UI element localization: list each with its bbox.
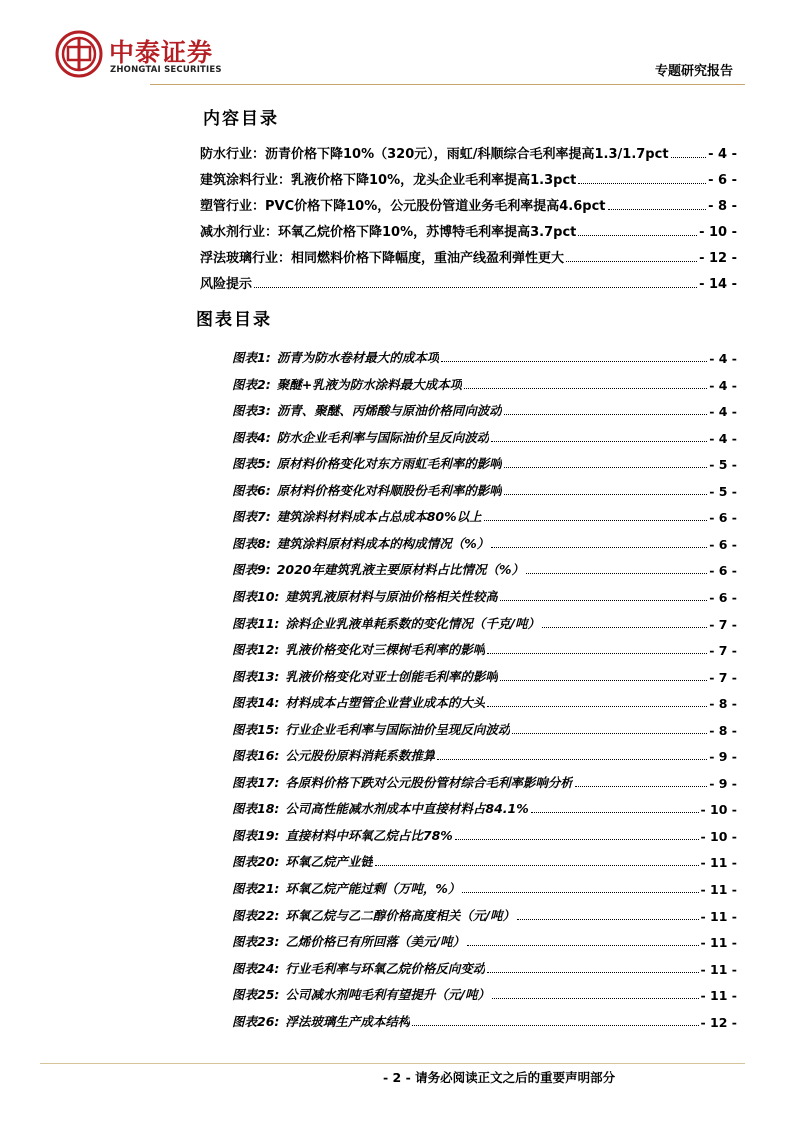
dot-leader	[484, 520, 708, 521]
figure-item-title: 环氧乙烷产业链	[285, 854, 373, 869]
dot-leader	[491, 547, 707, 548]
dot-leader	[512, 733, 707, 734]
header-divider	[150, 84, 745, 85]
toc-item-title: 塑管行业：PVC价格下降10%，公元股份管道业务毛利率提高4.6pct	[200, 199, 606, 214]
figure-item-page: - 11 -	[700, 988, 737, 1003]
figure-item-title: 建筑涂料原材料成本的构成情况（%）	[276, 536, 490, 551]
toc-item[interactable]	[200, 246, 737, 266]
company-logo	[55, 30, 255, 80]
logo-english-name: ZHONGTAI SECURITIES	[110, 65, 222, 75]
figure-item-page: - 4 -	[709, 378, 737, 393]
figure-item-label: 图表8:	[232, 536, 271, 551]
figure-item[interactable]	[232, 850, 737, 870]
dot-leader	[487, 706, 707, 707]
toc-item-page: - 4 -	[708, 147, 737, 162]
figure-item-title: 涂料企业乳液单耗系数的变化情况（千克/吨）	[285, 616, 540, 631]
figure-item-label: 图表1:	[232, 350, 271, 365]
figure-item-label: 图表21:	[232, 881, 280, 896]
dot-leader	[500, 680, 707, 681]
figure-item[interactable]	[232, 585, 737, 605]
figure-item[interactable]	[232, 718, 737, 738]
figure-item-title: 沥青为防水卷材最大的成本项	[276, 350, 440, 365]
dot-leader	[412, 1025, 698, 1026]
figure-item-page: - 4 -	[709, 431, 737, 446]
figure-item-label: 图表25:	[232, 987, 280, 1002]
figure-item-title: 环氧乙烷与乙二醇价格高度相关（元/吨）	[285, 908, 515, 923]
figure-item-title: 沥青、聚醚、丙烯酸与原油价格同向波动	[276, 403, 502, 418]
figure-item-title: 乙烯价格已有所回落（美元/吨）	[285, 934, 465, 949]
dot-leader	[464, 388, 707, 389]
dot-leader	[462, 892, 698, 893]
dot-leader	[437, 759, 707, 760]
figure-item[interactable]	[232, 452, 737, 472]
figure-item[interactable]	[232, 665, 737, 685]
figure-item-label: 图表13:	[232, 669, 280, 684]
logo-chinese-name: 中泰证券	[109, 38, 214, 67]
dot-leader	[467, 945, 699, 946]
figure-item[interactable]	[232, 904, 737, 924]
figure-item[interactable]	[232, 1010, 737, 1030]
figure-item-title: 乳液价格变化对亚士创能毛利率的影响	[285, 669, 498, 684]
figure-item[interactable]	[232, 505, 737, 525]
disclaimer-notice: 请务必阅读正文之后的重要声明部分	[415, 1070, 616, 1085]
figure-item-page: - 11 -	[700, 935, 737, 950]
figure-item-title: 各原料价格下跌对公元股份管材综合毛利率影响分析	[285, 775, 573, 790]
figure-item-label: 图表19:	[232, 828, 280, 843]
figure-item[interactable]	[232, 771, 737, 791]
figure-item-title: 原材料价格变化对科顺股份毛利率的影响	[276, 483, 502, 498]
figure-item-label: 图表7:	[232, 509, 271, 524]
figure-item-page: - 10 -	[700, 829, 737, 844]
figure-item[interactable]	[232, 744, 737, 764]
figures-title: 图表目录	[196, 310, 272, 330]
figure-item[interactable]	[232, 558, 737, 578]
dot-leader	[504, 467, 708, 468]
figure-item-page: - 10 -	[700, 802, 737, 817]
dot-leader	[578, 183, 706, 184]
figure-item-page: - 4 -	[709, 404, 737, 419]
page-footer	[383, 1068, 615, 1086]
figure-item-title: 建筑涂料材料成本占总成本80%以上	[276, 509, 482, 524]
zhongtai-logo-icon	[55, 30, 103, 78]
figure-item-page: - 5 -	[709, 484, 737, 499]
dot-leader	[455, 839, 699, 840]
figure-item-title: 公司高性能减水剂成本中直接材料占84.1%	[285, 801, 529, 816]
dot-leader	[542, 627, 707, 628]
page-number: - 2 -	[383, 1070, 411, 1085]
figure-item-title: 材料成本占塑管企业营业成本的大头	[285, 695, 486, 710]
dot-leader	[671, 157, 707, 158]
dot-leader	[517, 919, 699, 920]
figure-item-label: 图表5:	[232, 456, 271, 471]
figure-item[interactable]	[232, 797, 737, 817]
toc-title: 内容目录	[203, 109, 279, 129]
figure-item-label: 图表16:	[232, 748, 280, 763]
figure-item-label: 图表11:	[232, 616, 280, 631]
figure-item-page: - 7 -	[709, 617, 737, 632]
toc-item-page: - 10 -	[699, 225, 737, 240]
figure-item[interactable]	[232, 532, 737, 552]
figure-item-title: 公元股份原料消耗系数推算	[285, 748, 436, 763]
figure-item-label: 图表10:	[232, 589, 280, 604]
figure-item-label: 图表18:	[232, 801, 280, 816]
toc-item[interactable]	[200, 194, 737, 214]
figure-item-label: 图表20:	[232, 854, 280, 869]
figure-item-label: 图表2:	[232, 377, 271, 392]
toc-item-title: 防水行业：沥青价格下降10%（320元），雨虹/科顺综合毛利率提高1.3/1.7pct	[200, 147, 669, 162]
figure-item-title: 环氧乙烷产能过剩（万吨，%）	[285, 881, 461, 896]
figure-item-title: 2020年建筑乳液主要原材料占比情况（%）	[276, 562, 525, 577]
figure-item-title: 直接材料中环氧乙烷占比78%	[285, 828, 453, 843]
toc-item-title: 风险提示	[200, 277, 253, 292]
figure-item-label: 图表4:	[232, 430, 271, 445]
figure-item-page: - 9 -	[709, 749, 737, 764]
dot-leader	[500, 600, 707, 601]
figure-item[interactable]	[232, 612, 737, 632]
dot-leader	[575, 786, 707, 787]
figure-item[interactable]	[232, 373, 737, 393]
dot-leader	[578, 235, 697, 236]
figure-item-page: - 7 -	[709, 670, 737, 685]
dot-leader	[487, 653, 707, 654]
figure-item-label: 图表6:	[232, 483, 271, 498]
dot-leader	[504, 414, 708, 415]
figure-item-label: 图表3:	[232, 403, 271, 418]
figure-item-page: - 9 -	[709, 776, 737, 791]
figure-item[interactable]	[232, 426, 737, 446]
figure-item[interactable]	[232, 399, 737, 419]
figure-item-page: - 11 -	[700, 882, 737, 897]
toc-item[interactable]	[200, 142, 737, 162]
figure-item-label: 图表26:	[232, 1014, 280, 1029]
toc-item[interactable]	[200, 272, 737, 292]
dot-leader	[487, 972, 698, 973]
toc-item-title: 浮法玻璃行业：相同燃料价格下降幅度，重油产线盈利弹性更大	[200, 251, 565, 266]
toc-item[interactable]	[200, 220, 737, 240]
figure-item-page: - 6 -	[709, 590, 737, 605]
figure-item-label: 图表23:	[232, 934, 280, 949]
figure-item-label: 图表9:	[232, 562, 271, 577]
toc-item-title: 减水剂行业：环氧乙烷价格下降10%，苏博特毛利率提高3.7pct	[200, 225, 577, 240]
toc-item-title: 建筑涂料行业：乳液价格下降10%，龙头企业毛利率提高1.3pct	[200, 173, 577, 188]
page-header	[0, 0, 793, 90]
figure-item-label: 图表22:	[232, 908, 280, 923]
figure-item-page: - 7 -	[709, 643, 737, 658]
figure-item-page: - 4 -	[709, 351, 737, 366]
dot-leader	[531, 812, 699, 813]
figure-item-label: 图表17:	[232, 775, 280, 790]
figure-item-page: - 8 -	[709, 696, 737, 711]
figure-item-title: 防水企业毛利率与国际油价呈反向波动	[276, 430, 490, 445]
dot-leader	[254, 287, 697, 288]
toc-item-page: - 6 -	[708, 173, 737, 188]
dot-leader	[608, 209, 707, 210]
toc-item-page: - 8 -	[708, 199, 737, 214]
figure-item-label: 图表12:	[232, 642, 280, 657]
figure-item-page: - 5 -	[709, 457, 737, 472]
figure-item-title: 浮法玻璃生产成本结构	[285, 1014, 411, 1029]
figure-item-page: - 11 -	[700, 962, 737, 977]
figure-item[interactable]	[232, 877, 737, 897]
figure-item-title: 公司减水剂吨毛利有望提升（元/吨）	[285, 987, 490, 1002]
footer-divider	[40, 1063, 745, 1064]
figure-item-title: 聚醚+乳液为防水涂料最大成本项	[276, 377, 463, 392]
figure-item[interactable]	[232, 691, 737, 711]
dot-leader	[491, 441, 707, 442]
figure-item-title: 行业企业毛利率与国际油价呈现反向波动	[285, 722, 511, 737]
dot-leader	[492, 998, 699, 999]
figure-item-title: 原材料价格变化对东方雨虹毛利率的影响	[276, 456, 502, 471]
report-type-label: 专题研究报告	[654, 64, 733, 79]
figure-item[interactable]	[232, 983, 737, 1003]
dot-leader	[504, 494, 708, 495]
figure-item-label: 图表24:	[232, 961, 280, 976]
figure-item[interactable]	[232, 824, 737, 844]
toc-item-page: - 14 -	[699, 277, 737, 292]
figure-item[interactable]	[232, 479, 737, 499]
figure-item[interactable]	[232, 638, 737, 658]
figure-item-page: - 6 -	[709, 510, 737, 525]
figure-item[interactable]	[232, 346, 737, 366]
figure-item-page: - 12 -	[700, 1015, 737, 1030]
figure-item-title: 行业毛利率与环氧乙烷价格反向变动	[285, 961, 486, 976]
figure-item-page: - 6 -	[709, 563, 737, 578]
figure-item[interactable]	[232, 957, 737, 977]
figure-item-label: 图表15:	[232, 722, 280, 737]
figure-item-title: 乳液价格变化对三棵树毛利率的影响	[285, 642, 486, 657]
dot-leader	[566, 261, 697, 262]
figure-item-page: - 8 -	[709, 723, 737, 738]
dot-leader	[526, 573, 707, 574]
figure-item-label: 图表14:	[232, 695, 280, 710]
figure-item-page: - 11 -	[700, 909, 737, 924]
figure-item-page: - 11 -	[700, 855, 737, 870]
figure-item[interactable]	[232, 930, 737, 950]
figure-item-title: 建筑乳液原材料与原油价格相关性较高	[285, 589, 498, 604]
figure-item-page: - 6 -	[709, 537, 737, 552]
dot-leader	[375, 865, 699, 866]
dot-leader	[441, 361, 707, 362]
toc-item-page: - 12 -	[699, 251, 737, 266]
toc-item[interactable]	[200, 168, 737, 188]
